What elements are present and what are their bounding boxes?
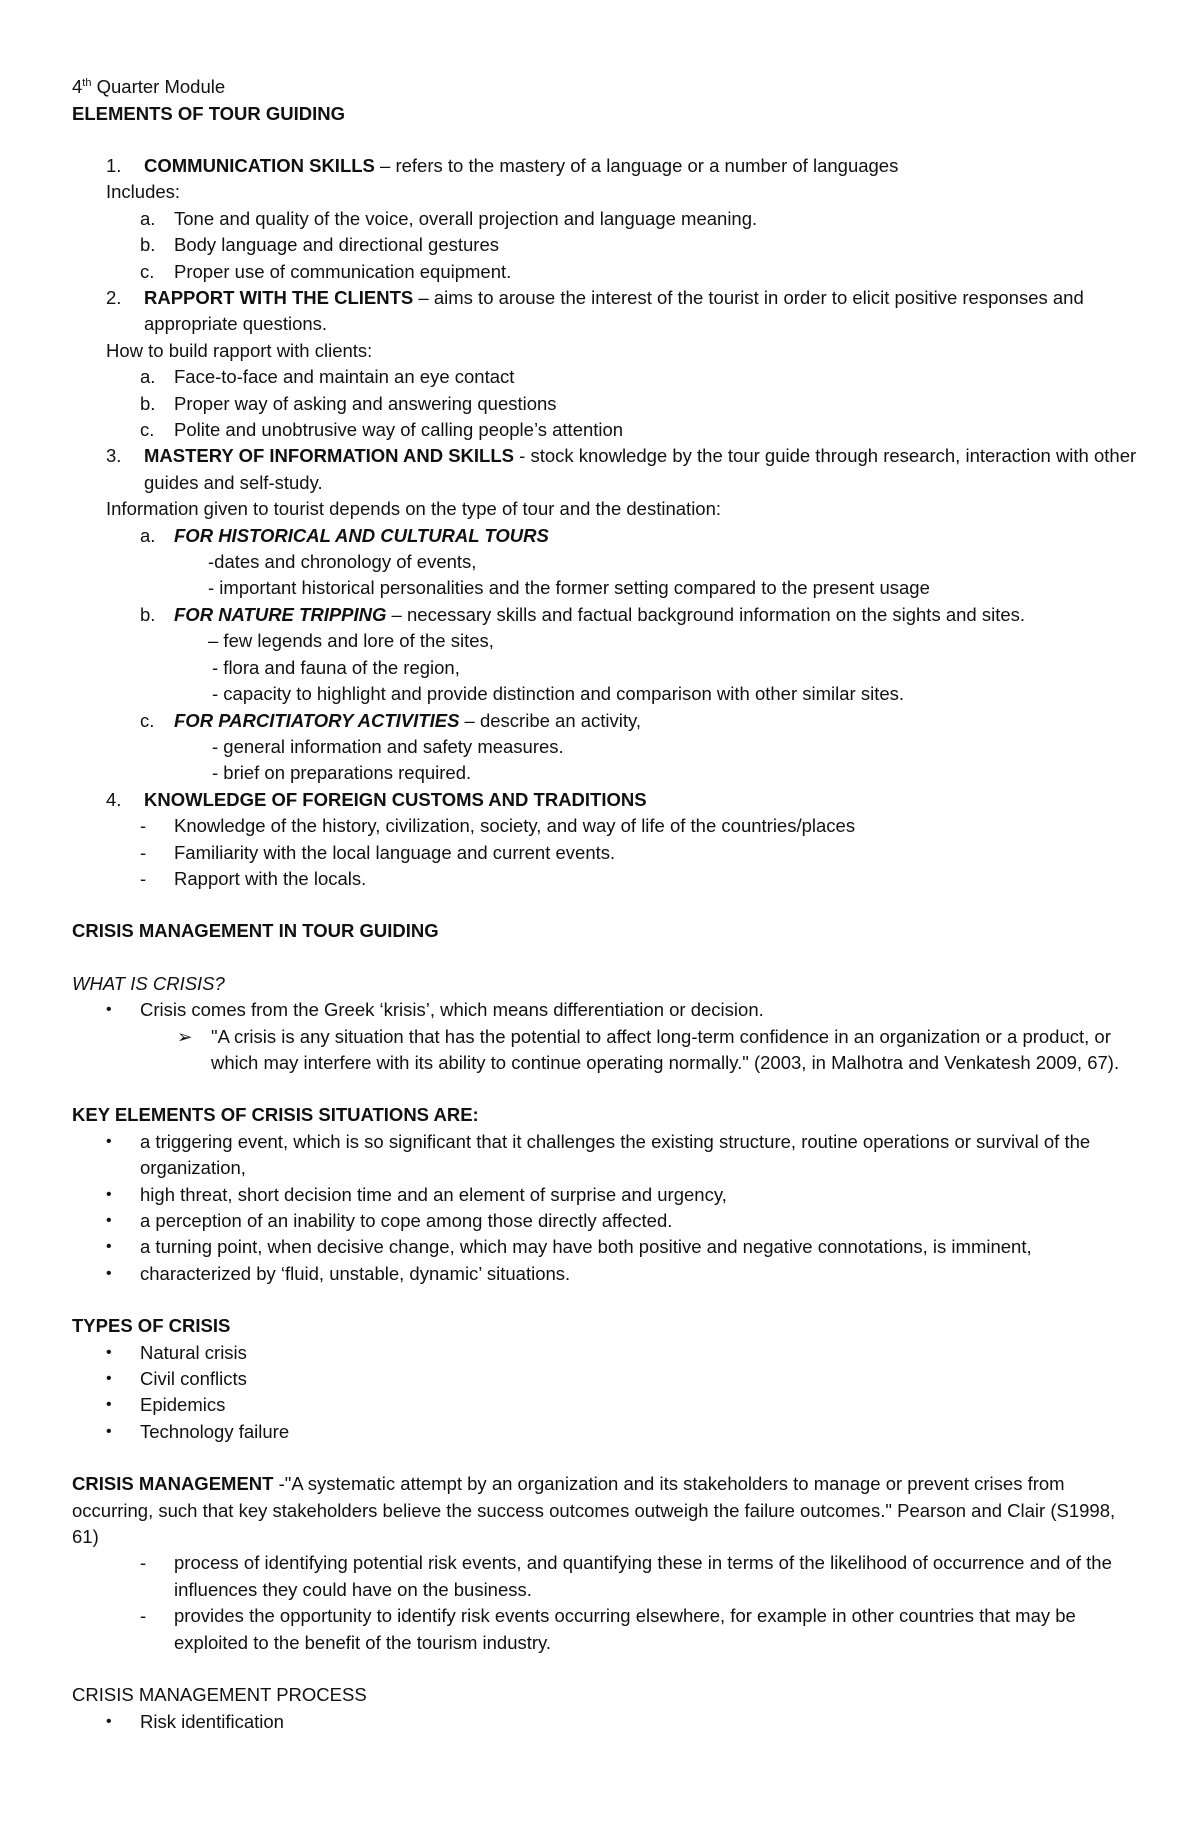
list-subline: - important historical personalities and the former setting compared to the present usage (208, 577, 930, 599)
list-item: • Risk identification (72, 1709, 1142, 1735)
tour-type-nature: b. FOR NATURE TRIPPING – necessary skills and factual background information on the sights and sites. (140, 603, 1026, 625)
dash-bullet-icon: - (140, 1552, 147, 1574)
list-item: • a perception of an inability to cope among those directly affected. (72, 1208, 1142, 1234)
list-item: - provides the opportunity to identify risk events occurring elsewhere, for example in other countries that may be exploited to the benefit of the tourism industry. (140, 1605, 1076, 1653)
list-item: c. Proper use of communication equipment. (140, 260, 512, 282)
list-item: b. Body language and directional gestures (140, 234, 500, 256)
bullet-icon: • (106, 1264, 112, 1282)
section-intro: Information given to tourist depends on the type of tour and the destination: (106, 498, 722, 520)
section-intro: Includes: (106, 181, 181, 203)
document-page (72, 70, 1142, 1735)
bullet-icon: • (106, 1370, 112, 1388)
list-item: - Familiarity with the local language and current events. (140, 841, 616, 863)
section-foreign-customs: 4. KNOWLEDGE OF FOREIGN CUSTOMS AND TRADITIONS (72, 787, 1142, 813)
heading-types-of-crisis: TYPES OF CRISIS (72, 1315, 231, 1337)
dash-bullet-icon: - (140, 1605, 147, 1627)
section-term: MASTERY OF INFORMATION AND SKILLS (144, 445, 514, 467)
section-definition: - stock knowledge by the tour guide through research, interaction with other guides and self-study. (144, 445, 1137, 493)
crisis-management-definition: CRISIS MANAGEMENT -"A systematic attempt by an organization and its stakeholders to manage or prevent crises from occurring, such that key stakeholders believe the success outcomes outweigh the failure outcomes." Pearson and Clair (S1998, 61) (72, 1473, 1116, 1548)
list-subline: - brief on preparations required. (212, 762, 472, 784)
bullet-icon: • (106, 1212, 112, 1229)
list-item: • Technology failure (72, 1419, 1142, 1445)
list-item: b. Proper way of asking and answering questions (140, 392, 557, 414)
list-subline: - general information and safety measures. (212, 735, 564, 757)
bullet-icon: • (106, 1185, 112, 1203)
section-term: COMMUNICATION SKILLS (144, 154, 375, 176)
tour-type-historical: a. FOR HISTORICAL AND CULTURAL TOURS (140, 524, 549, 546)
list-item: • Natural crisis (72, 1340, 1142, 1366)
heading-what-is-crisis: WHAT IS CRISIS? (72, 972, 225, 994)
bullet-icon: • (106, 1396, 112, 1414)
list-item: • a turning point, when decisive change, which may have both positive and negative connotations, is imminent, (72, 1234, 1142, 1260)
tour-type-activities: c. FOR PARCITIATORY ACTIVITIES – describe an activity, (140, 709, 642, 731)
module-label: 4th Quarter Module (72, 76, 226, 98)
list-item: a. Tone and quality of the voice, overall projection and language meaning. (140, 207, 758, 229)
list-item: • characterized by ‘fluid, unstable, dynamic’ situations. (72, 1261, 1142, 1287)
heading-crisis-management-process: CRISIS MANAGEMENT PROCESS (72, 1684, 367, 1706)
quote-item: ➢ "A crisis is any situation that has the potential to affect long-term confidence in an organization or a product, or which may interfere with its ability to continue operating normally." (2003, in Malhotra and Venkatesh 2009, 67). (177, 1025, 1120, 1073)
list-item: • Crisis comes from the Greek ‘krisis’, which means differentiation or decision. (72, 997, 1142, 1023)
section-term: KNOWLEDGE OF FOREIGN CUSTOMS AND TRADITIONS (144, 788, 647, 810)
page-title: ELEMENTS OF TOUR GUIDING (72, 102, 346, 124)
section-term: RAPPORT WITH THE CLIENTS (144, 287, 414, 308)
list-item: • a triggering event, which is so significant that it challenges the existing structure, routine operations or survival of the organization, (106, 1130, 1091, 1179)
bullet-icon: • (106, 1238, 112, 1256)
list-item: - process of identifying potential risk events, and quantifying these in terms of the likelihood of occurrence and of the influences they could have on the business. (140, 1552, 1112, 1600)
heading-crisis-management: CRISIS MANAGEMENT IN TOUR GUIDING (72, 920, 439, 942)
bullet-icon: • (106, 1422, 112, 1440)
bullet-icon: • (106, 1132, 112, 1150)
section-definition: – aims to arouse the interest of the tourist in order to elicit positive responses and appropriate questions. (144, 287, 1084, 335)
section-mastery: 3. MASTERY OF INFORMATION AND SKILLS - stock knowledge by the tour guide through research, interaction with other guides and self-study. (106, 445, 1137, 493)
bullet-icon: • (106, 1712, 112, 1730)
list-item: a. Face-to-face and maintain an eye contact (140, 366, 515, 388)
bullet-icon: • (106, 1343, 112, 1361)
arrow-bullet-icon: ➢ (177, 1025, 193, 1047)
section-definition: – refers to the mastery of a language or a number of languages (374, 154, 899, 176)
list-item: • high threat, short decision time and an element of surprise and urgency, (72, 1182, 1142, 1208)
list-subline: - capacity to highlight and provide distinction and comparison with other similar sites. (212, 683, 905, 705)
list-subline: - flora and fauna of the region, (212, 656, 460, 678)
section-rapport: 2. RAPPORT WITH THE CLIENTS – aims to arouse the interest of the tourist in order to elicit positive responses and appropriate questions. (106, 287, 1084, 335)
list-item: • Epidemics (72, 1392, 1142, 1418)
list-item: • Civil conflicts (72, 1366, 1142, 1392)
list-subline: – few legends and lore of the sites, (208, 630, 494, 652)
bullet-icon: • (106, 1001, 112, 1019)
list-item: c. Polite and unobtrusive way of calling people’s attention (140, 419, 624, 441)
list-item: - Rapport with the locals. (140, 867, 367, 889)
heading-key-elements: KEY ELEMENTS OF CRISIS SITUATIONS ARE: (72, 1104, 479, 1126)
section-intro: How to build rapport with clients: (106, 339, 373, 361)
list-subline: -dates and chronology of events, (208, 551, 477, 573)
section-communication-skills: 1. COMMUNICATION SKILLS – refers to the mastery of a language or a number of languages (106, 154, 899, 176)
list-item: - Knowledge of the history, civilization, society, and way of life of the countries/places (140, 815, 856, 837)
